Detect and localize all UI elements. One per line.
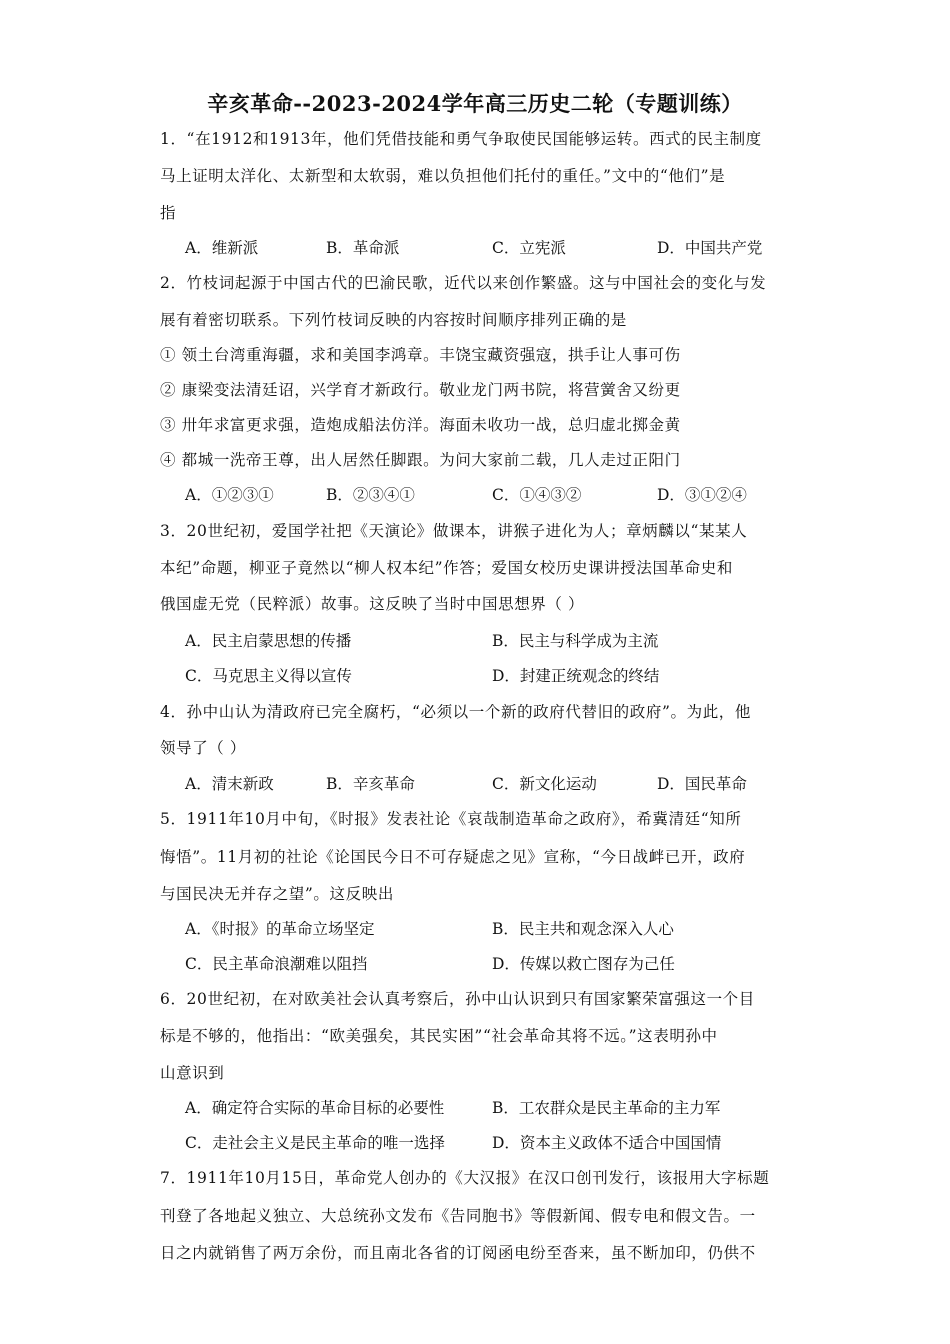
question-6-line-3: 山意识到 — [160, 1064, 225, 1082]
question-7-line-1: 7．1911年10月15日，革命党人创办的《大汉报》在汉口创刊发行，该报用大字标题 — [160, 1169, 770, 1187]
question-6-option-a: A．确定符合实际的革命目标的必要性 — [185, 1099, 445, 1117]
question-2-item-4: ④ 都城一洗帝王尊，出人居然任脚跟。为问大家前二载，几人走过正阳门 — [160, 451, 681, 469]
question-2-option-a: A．①②③① — [185, 486, 274, 504]
question-1-option-c: C．立宪派 — [492, 239, 566, 257]
question-5-option-c: C．民主革命浪潮难以阻挡 — [185, 955, 368, 973]
question-5-line-1: 5．1911年10月中旬，《时报》发表社论《哀哉制造革命之政府》，希冀清廷“知所 — [160, 810, 742, 828]
question-6-line-1: 6．20世纪初，在对欧美社会认真考察后，孙中山认识到只有国家繁荣富强这一个目 — [160, 990, 755, 1008]
question-2-item-3: ③ 卅年求富更求强，造炮成船法仿洋。海面未收功一战，总归虚北掷金黄 — [160, 416, 681, 434]
question-4-line-2: 领导了（ ） — [160, 739, 247, 757]
question-2-option-c: C．①④③② — [492, 486, 582, 504]
question-3-option-b: B．民主与科学成为主流 — [492, 632, 659, 650]
question-5-option-b: B．民主共和观念深入人心 — [492, 920, 674, 938]
question-3-line-2: 本纪”命题，柳亚子竟然以“柳人权本纪”作答；爱国女校历史课讲授法国革命史和 — [160, 559, 733, 577]
question-1-line-3: 指 — [160, 204, 177, 222]
question-7-line-3: 日之内就销售了两万余份，而且南北各省的订阅函电纷至沓来，虽不断加印，仍供不 — [160, 1244, 756, 1262]
question-4-option-d: D．国民革命 — [657, 775, 747, 793]
question-1-option-a: A．维新派 — [185, 239, 259, 257]
question-7-line-2: 刊登了各地起义独立、大总统孙文发布《告同胞书》等假新闻、假专电和假文告。一 — [160, 1207, 756, 1225]
question-5-option-d: D．传媒以救亡图存为己任 — [492, 955, 675, 973]
question-2-line-1: 2．竹枝词起源于中国古代的巴渝民歌，近代以来创作繁盛。这与中国社会的变化与发 — [160, 274, 767, 292]
question-4-option-a: A．清末新政 — [185, 775, 274, 793]
question-1-line-1: 1．“在1912和1913年，他们凭借技能和勇气争取使民国能够运转。西式的民主制度 — [160, 130, 762, 148]
question-2-option-d: D．③①②④ — [657, 486, 747, 504]
question-3-line-1: 3．20世纪初，爱国学社把《天演论》做课本，讲猴子进化为人；章炳麟以“某某人 — [160, 522, 748, 540]
question-6-option-c: C．走社会主义是民主革命的唯一选择 — [185, 1134, 445, 1152]
page-title: 辛亥革命--2023-2024学年高三历史二轮（专题训练） — [207, 91, 743, 116]
question-1-option-b: B．革命派 — [326, 239, 400, 257]
question-2-line-2: 展有着密切联系。下列竹枝词反映的内容按时间顺序排列正确的是 — [160, 311, 627, 329]
question-3-option-c: C．马克思主义得以宣传 — [185, 667, 352, 685]
question-4-option-b: B．辛亥革命 — [326, 775, 415, 793]
question-5-line-3: 与国民决无并存之望”。这反映出 — [160, 885, 394, 903]
question-6-option-d: D．资本主义政体不适合中国国情 — [492, 1134, 722, 1152]
question-4-option-c: C．新文化运动 — [492, 775, 597, 793]
question-3-option-a: A．民主启蒙思想的传播 — [185, 632, 352, 650]
question-5-line-2: 悔悟”。11月初的社论《论国民今日不可存疑虑之见》宣称，“今日战衅已开，政府 — [160, 848, 746, 866]
question-5-option-a: A．《时报》的革命立场坚定 — [185, 920, 375, 938]
question-6-line-2: 标是不够的，他指出：“欧美强矣，其民实困”“社会革命其将不远。”这表明孙中 — [160, 1027, 718, 1045]
question-6-option-b: B．工农群众是民主革命的主力军 — [492, 1099, 721, 1117]
question-3-line-3: 俄国虚无党（民粹派）故事。这反映了当时中国思想界（ ） — [160, 595, 585, 613]
question-3-option-d: D．封建正统观念的终结 — [492, 667, 660, 685]
question-2-option-b: B．②③④① — [326, 486, 415, 504]
question-1-line-2: 马上证明太洋化、太新型和太软弱，难以负担他们托付的重任。”文中的“他们”是 — [160, 167, 726, 185]
question-2-item-1: ① 领土台湾重海疆，求和美国李鸿章。丰饶宝藏资强寇，拱手让人事可伤 — [160, 346, 681, 364]
question-4-line-1: 4．孙中山认为清政府已完全腐朽，“必须以一个新的政府代替旧的政府”。为此，他 — [160, 703, 752, 721]
question-1-option-d: D．中国共产党 — [657, 239, 763, 257]
question-2-item-2: ② 康梁变法清廷诏，兴学育才新政行。敬业龙门两书院，将营黉舍又纷更 — [160, 381, 681, 399]
